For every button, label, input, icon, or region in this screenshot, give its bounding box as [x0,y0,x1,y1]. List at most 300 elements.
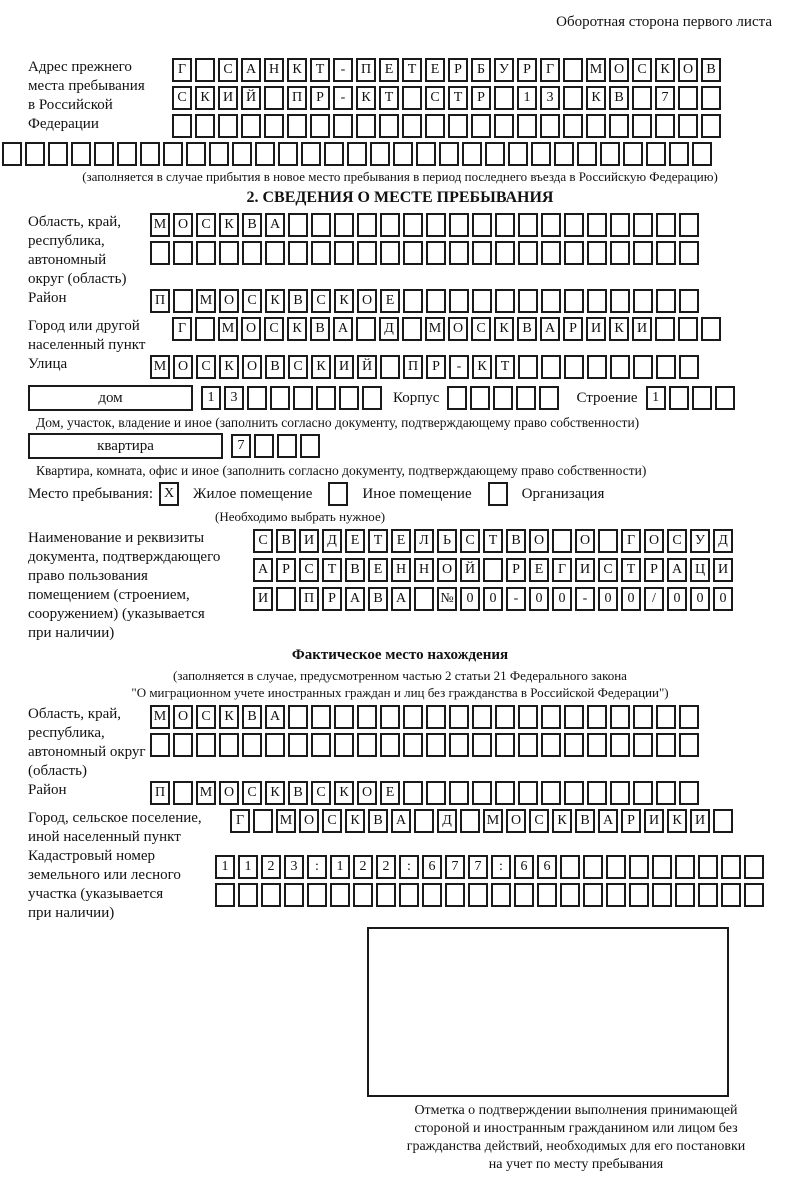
char-box[interactable]: О [448,317,468,341]
char-box[interactable]: И [334,355,354,379]
char-box[interactable]: С [196,705,216,729]
char-box[interactable] [541,705,561,729]
char-box[interactable] [288,733,308,757]
char-box[interactable]: К [667,809,687,833]
char-box[interactable]: П [150,781,170,805]
char-box[interactable] [288,241,308,265]
char-box[interactable]: С [242,289,262,313]
char-box[interactable]: М [586,58,606,82]
char-box[interactable] [587,289,607,313]
char-box[interactable] [629,883,649,907]
char-box[interactable]: Е [345,529,365,553]
char-box[interactable] [333,114,353,138]
char-box[interactable] [564,733,584,757]
char-box[interactable] [623,142,643,166]
char-box[interactable] [472,705,492,729]
char-box[interactable]: 1 [215,855,235,879]
char-box[interactable]: В [368,587,388,611]
char-box[interactable] [71,142,91,166]
char-box[interactable]: В [345,558,365,582]
char-box[interactable]: С [299,558,319,582]
char-box[interactable] [493,386,513,410]
char-box[interactable]: Й [241,86,261,110]
char-box[interactable]: К [219,213,239,237]
char-box[interactable] [288,705,308,729]
char-box[interactable] [678,114,698,138]
char-box[interactable]: О [242,355,262,379]
char-box[interactable] [633,241,653,265]
char-box[interactable]: А [265,213,285,237]
char-box[interactable] [495,241,515,265]
char-box[interactable] [564,781,584,805]
char-box[interactable]: О [241,317,261,341]
char-box[interactable]: О [575,529,595,553]
char-box[interactable]: О [357,289,377,313]
char-box[interactable] [610,355,630,379]
char-box[interactable] [48,142,68,166]
char-box[interactable] [518,781,538,805]
char-box[interactable] [380,705,400,729]
char-box[interactable]: П [287,86,307,110]
char-box[interactable]: С [311,289,331,313]
char-box[interactable]: С [632,58,652,82]
char-box[interactable]: П [356,58,376,82]
char-box[interactable] [270,386,290,410]
char-box[interactable] [376,883,396,907]
char-box[interactable] [353,883,373,907]
char-box[interactable] [609,114,629,138]
char-box[interactable] [439,142,459,166]
char-box[interactable]: С [598,558,618,582]
char-box[interactable] [633,705,653,729]
char-box[interactable] [163,142,183,166]
char-box[interactable] [357,241,377,265]
char-box[interactable] [426,781,446,805]
char-box[interactable]: С [196,213,216,237]
char-box[interactable]: Й [460,558,480,582]
char-box[interactable] [606,855,626,879]
char-box[interactable] [195,114,215,138]
char-box[interactable] [254,434,274,458]
char-box[interactable]: А [253,558,273,582]
char-box[interactable] [656,213,676,237]
char-box[interactable]: И [690,809,710,833]
char-box[interactable] [195,58,215,82]
char-box[interactable]: 7 [468,855,488,879]
char-box[interactable]: Е [380,289,400,313]
char-box[interactable] [675,883,695,907]
char-box[interactable]: К [195,86,215,110]
char-box[interactable] [679,241,699,265]
char-box[interactable]: И [218,86,238,110]
char-box[interactable]: Г [552,558,572,582]
char-box[interactable]: 0 [667,587,687,611]
char-box[interactable] [416,142,436,166]
char-box[interactable] [629,855,649,879]
char-box[interactable]: И [299,529,319,553]
char-box[interactable]: П [299,587,319,611]
char-box[interactable] [494,86,514,110]
char-box[interactable]: : [491,855,511,879]
char-box[interactable] [518,241,538,265]
char-box[interactable]: 6 [422,855,442,879]
char-box[interactable] [356,114,376,138]
char-box[interactable]: С [196,355,216,379]
char-box[interactable]: О [173,705,193,729]
char-box[interactable] [472,241,492,265]
char-box[interactable] [362,386,382,410]
char-box[interactable]: М [276,809,296,833]
char-box[interactable] [471,114,491,138]
char-box[interactable]: А [598,809,618,833]
char-box[interactable]: Р [310,86,330,110]
char-box[interactable] [356,317,376,341]
char-box[interactable]: / [644,587,664,611]
char-box[interactable]: 0 [529,587,549,611]
char-box[interactable] [393,142,413,166]
char-box[interactable]: С [253,529,273,553]
char-box[interactable] [472,733,492,757]
char-box[interactable] [610,241,630,265]
char-box[interactable] [195,317,215,341]
char-box[interactable]: А [391,587,411,611]
char-box[interactable]: В [368,809,388,833]
char-box[interactable]: В [575,809,595,833]
char-box[interactable]: М [150,705,170,729]
char-box[interactable] [587,781,607,805]
char-box[interactable] [587,213,607,237]
char-box[interactable] [380,733,400,757]
char-box[interactable] [563,86,583,110]
char-box[interactable]: Л [414,529,434,553]
char-box[interactable] [402,114,422,138]
char-box[interactable] [656,781,676,805]
char-box[interactable] [449,241,469,265]
char-box[interactable] [583,883,603,907]
char-box[interactable]: 2 [261,855,281,879]
char-box[interactable] [472,213,492,237]
char-box[interactable]: В [242,705,262,729]
char-box[interactable] [218,114,238,138]
char-box[interactable]: Е [425,58,445,82]
char-box[interactable] [307,883,327,907]
char-box[interactable] [426,733,446,757]
char-box[interactable] [287,114,307,138]
char-box[interactable] [310,114,330,138]
char-box[interactable]: М [483,809,503,833]
char-box[interactable]: Р [471,86,491,110]
char-box[interactable] [701,114,721,138]
char-box[interactable]: И [644,809,664,833]
char-box[interactable]: И [575,558,595,582]
char-box[interactable] [587,705,607,729]
char-box[interactable] [334,213,354,237]
char-box[interactable]: Н [414,558,434,582]
char-box[interactable] [587,355,607,379]
char-box[interactable]: В [288,781,308,805]
char-box[interactable] [669,386,689,410]
char-box[interactable] [541,289,561,313]
char-box[interactable] [186,142,206,166]
char-box[interactable] [656,241,676,265]
char-box[interactable] [516,386,536,410]
char-box[interactable]: Д [713,529,733,553]
char-box[interactable] [357,733,377,757]
char-box[interactable] [242,733,262,757]
char-box[interactable] [698,855,718,879]
char-box[interactable] [485,142,505,166]
char-box[interactable] [334,733,354,757]
char-box[interactable] [564,213,584,237]
char-box[interactable] [679,213,699,237]
char-box[interactable] [426,241,446,265]
other-premises-checkbox[interactable] [328,482,348,506]
char-box[interactable]: П [403,355,423,379]
char-box[interactable]: А [241,58,261,82]
char-box[interactable] [414,587,434,611]
char-box[interactable]: Н [264,58,284,82]
char-box[interactable] [541,241,561,265]
char-box[interactable] [425,114,445,138]
char-box[interactable] [278,142,298,166]
char-box[interactable]: О [506,809,526,833]
char-box[interactable]: К [219,355,239,379]
char-box[interactable]: С [460,529,480,553]
char-box[interactable] [402,86,422,110]
char-box[interactable]: Г [621,529,641,553]
char-box[interactable] [715,386,735,410]
char-box[interactable] [610,705,630,729]
char-box[interactable]: 0 [483,587,503,611]
char-box[interactable] [261,883,281,907]
char-box[interactable] [173,781,193,805]
char-box[interactable]: Г [172,58,192,82]
char-box[interactable]: С [529,809,549,833]
char-box[interactable] [284,883,304,907]
char-box[interactable] [449,781,469,805]
char-box[interactable]: О [299,809,319,833]
char-box[interactable] [472,289,492,313]
char-box[interactable] [403,705,423,729]
char-box[interactable]: 0 [460,587,480,611]
char-box[interactable] [633,289,653,313]
char-box[interactable] [173,289,193,313]
char-box[interactable] [173,733,193,757]
char-box[interactable] [517,114,537,138]
char-box[interactable] [564,355,584,379]
char-box[interactable] [311,241,331,265]
char-box[interactable] [472,781,492,805]
char-box[interactable]: М [196,781,216,805]
char-box[interactable]: Ц [690,558,710,582]
char-box[interactable] [598,529,618,553]
char-box[interactable] [583,855,603,879]
char-box[interactable] [483,558,503,582]
char-box[interactable] [632,86,652,110]
char-box[interactable] [470,386,490,410]
char-box[interactable] [300,434,320,458]
char-box[interactable]: В [506,529,526,553]
char-box[interactable]: 0 [598,587,618,611]
char-box[interactable] [577,142,597,166]
char-box[interactable]: В [517,317,537,341]
char-box[interactable]: Р [276,558,296,582]
char-box[interactable]: А [333,317,353,341]
char-box[interactable]: Т [495,355,515,379]
char-box[interactable] [414,809,434,833]
char-box[interactable]: 6 [514,855,534,879]
char-box[interactable]: 1 [330,855,350,879]
char-box[interactable] [173,241,193,265]
char-box[interactable] [241,114,261,138]
char-box[interactable]: 7 [655,86,675,110]
char-box[interactable] [669,142,689,166]
char-box[interactable]: Г [172,317,192,341]
char-box[interactable] [379,114,399,138]
char-box[interactable]: М [218,317,238,341]
char-box[interactable] [255,142,275,166]
char-box[interactable]: 3 [540,86,560,110]
char-box[interactable]: К [586,86,606,110]
char-box[interactable]: М [196,289,216,313]
char-box[interactable] [403,781,423,805]
char-box[interactable] [518,355,538,379]
char-box[interactable] [219,241,239,265]
char-box[interactable] [587,241,607,265]
char-box[interactable] [215,883,235,907]
char-box[interactable]: Е [380,781,400,805]
char-box[interactable]: К [609,317,629,341]
char-box[interactable]: Р [621,809,641,833]
char-box[interactable]: 1 [201,386,221,410]
char-box[interactable] [633,781,653,805]
char-box[interactable] [264,86,284,110]
char-box[interactable]: К [287,317,307,341]
char-box[interactable]: Ь [437,529,457,553]
organization-checkbox[interactable] [488,482,508,506]
char-box[interactable] [495,705,515,729]
char-box[interactable] [422,883,442,907]
char-box[interactable] [656,355,676,379]
char-box[interactable]: К [265,781,285,805]
char-box[interactable]: К [356,86,376,110]
char-box[interactable]: А [265,705,285,729]
char-box[interactable]: Е [368,558,388,582]
char-box[interactable]: К [219,705,239,729]
char-box[interactable]: Г [230,809,250,833]
char-box[interactable]: 0 [621,587,641,611]
char-box[interactable]: И [632,317,652,341]
char-box[interactable] [679,289,699,313]
char-box[interactable]: К [345,809,365,833]
char-box[interactable]: К [311,355,331,379]
char-box[interactable] [334,241,354,265]
char-box[interactable]: 3 [284,855,304,879]
char-box[interactable] [531,142,551,166]
char-box[interactable] [219,733,239,757]
char-box[interactable]: О [437,558,457,582]
char-box[interactable] [541,781,561,805]
char-box[interactable] [656,733,676,757]
char-box[interactable]: Б [471,58,491,82]
char-box[interactable] [460,809,480,833]
char-box[interactable] [232,142,252,166]
char-box[interactable] [140,142,160,166]
char-box[interactable] [370,142,390,166]
char-box[interactable] [449,705,469,729]
char-box[interactable] [447,386,467,410]
char-box[interactable] [94,142,114,166]
char-box[interactable]: И [713,558,733,582]
char-box[interactable]: А [391,809,411,833]
char-box[interactable] [402,317,422,341]
char-box[interactable] [491,883,511,907]
char-box[interactable] [564,289,584,313]
char-box[interactable] [449,213,469,237]
char-box[interactable]: С [264,317,284,341]
char-box[interactable] [445,883,465,907]
char-box[interactable] [495,289,515,313]
char-box[interactable]: М [425,317,445,341]
char-box[interactable]: К [494,317,514,341]
char-box[interactable]: А [667,558,687,582]
char-box[interactable] [652,855,672,879]
char-box[interactable]: С [311,781,331,805]
char-box[interactable]: - [333,58,353,82]
char-box[interactable] [380,241,400,265]
char-box[interactable]: Р [517,58,537,82]
char-box[interactable]: 7 [445,855,465,879]
char-box[interactable]: В [276,529,296,553]
char-box[interactable] [606,883,626,907]
char-box[interactable]: - [506,587,526,611]
char-box[interactable]: А [345,587,365,611]
char-box[interactable] [692,142,712,166]
char-box[interactable] [265,733,285,757]
char-box[interactable] [692,386,712,410]
char-box[interactable] [721,883,741,907]
char-box[interactable] [311,733,331,757]
char-box[interactable] [744,883,764,907]
char-box[interactable]: Т [310,58,330,82]
char-box[interactable] [403,733,423,757]
char-box[interactable] [495,781,515,805]
char-box[interactable] [678,86,698,110]
char-box[interactable] [539,386,559,410]
char-box[interactable]: Д [437,809,457,833]
char-box[interactable]: 2 [353,855,373,879]
char-box[interactable] [253,809,273,833]
char-box[interactable] [293,386,313,410]
char-box[interactable] [652,883,672,907]
char-box[interactable]: С [172,86,192,110]
char-box[interactable] [426,289,446,313]
char-box[interactable] [646,142,666,166]
char-box[interactable] [610,213,630,237]
char-box[interactable]: В [310,317,330,341]
char-box[interactable] [518,213,538,237]
char-box[interactable] [655,114,675,138]
char-box[interactable]: К [655,58,675,82]
residential-checkbox[interactable]: X [159,482,179,506]
char-box[interactable] [656,705,676,729]
char-box[interactable] [495,733,515,757]
char-box[interactable]: Т [368,529,388,553]
char-box[interactable]: У [494,58,514,82]
char-box[interactable]: Т [621,558,641,582]
char-box[interactable] [508,142,528,166]
char-box[interactable] [678,317,698,341]
